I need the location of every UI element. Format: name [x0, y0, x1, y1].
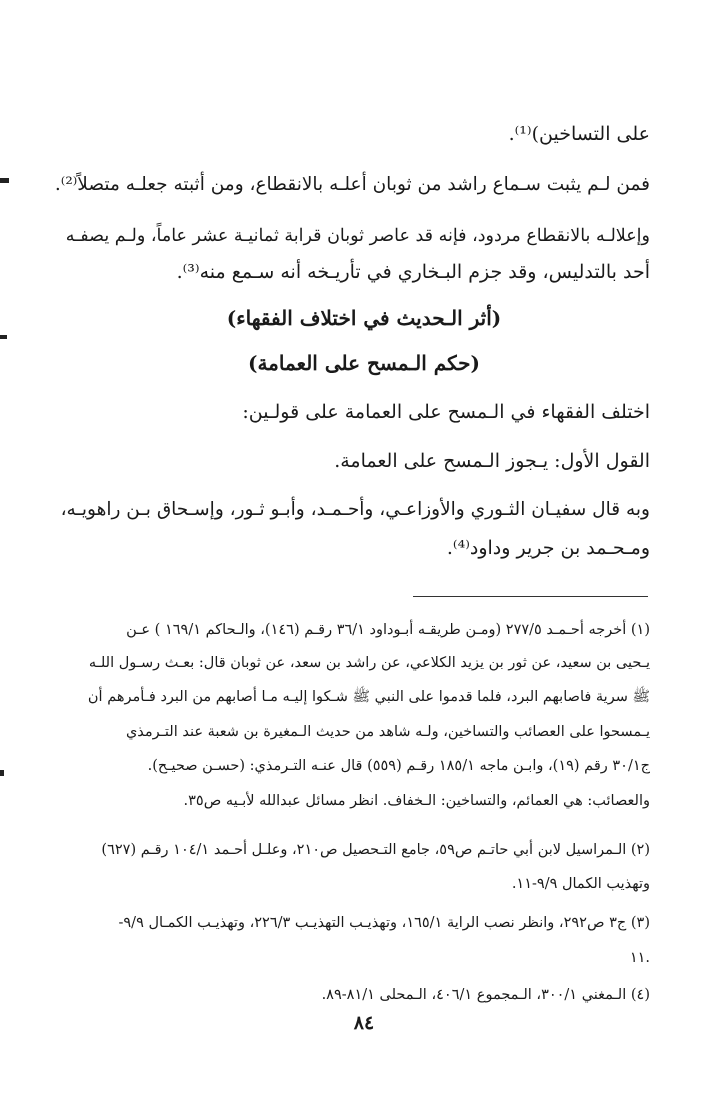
footnote-line: ج٣٠/١ رقم (١٩)، وابـن ماجه ١٨٥/١ رقـم (٥٥٩) قال عنـه التـرمذي: (حسـن صحيـح). — [147, 758, 650, 774]
footnote-line: يـحيى بن سعيد، عن ثور بن يزيد الكلاعي، عن راشد بن سعد، عن ثوبان قال: بعـث رسـول اللـه — [88, 655, 650, 671]
page-number: ٨٤ — [353, 1012, 375, 1034]
body-line: ومـحـمد بن جرير وداود⁽⁴⁾. — [446, 537, 650, 559]
footnote-line: وتهذيب الكمال ٩/٩-١١. — [511, 876, 650, 892]
footnote-line: (٢) الـمراسيل لابن أبي حاتـم ص٥٩، جامع التـحصيل ص٢١٠، وعلـل أحـمد ١٠٤/١ رقـم (٦٢٧) — [101, 842, 650, 858]
body-line: فمن لـم يثبت سـماع راشد من ثوبان أعلـه بالانقطاع، ومن أثبته جعلـه متصلاً⁽²⁾. — [54, 174, 650, 195]
body-line: القول الأول: يـجوز الـمسح على العمامة. — [334, 450, 650, 472]
section-heading: (أثر الـحديث في اختلاف الفقهاء) — [226, 306, 502, 330]
footnote-separator — [413, 596, 648, 597]
scan-mark — [0, 178, 9, 183]
footnote-line: (٣) ج٣ ص٢٩٢، وانظر نصب الراية ١٦٥/١، وتهذيـب التهذيـب ٢٢٦/٣، وتهذيـب الكمـال ٩/٩- — [118, 915, 650, 931]
body-line: اختلف الفقهاء في الـمسح على العمامة على قولـين: — [242, 401, 650, 423]
body-line: وإعلالـه بالانقطاع مردود، فإنه قد عاصر ثوبان قرابة ثمانيـة عشر عاماً، ولـم يصفـه — [65, 226, 650, 246]
footnote-line: (١) أخرجه أحـمـد ٢٧٧/٥ (ومـن طريقـه أبـوداود ٣٦/١ رقـم (١٤٦)، والـحاكم ١٦٩/١ ) عـن — [126, 622, 650, 638]
body-line: أحد بالتدليس، وقد جزم البـخاري في تأريـخه أنه سـمع منه⁽³⁾. — [176, 261, 650, 283]
footnote-line: .١١ — [629, 950, 650, 966]
footnote-line: يـمسحوا على العصائب والتساخين، ولـه شاهد من حديث الـمغيرة بن شعبة عند التـرمذي — [125, 724, 650, 740]
body-line: وبه قال سفيـان الثـوري والأوزاعـي، وأحـمـد، وأبـو ثـور، وإسـحاق بـن راهويـه، — [60, 499, 650, 520]
scan-mark — [0, 335, 7, 339]
body-line: على التساخين)⁽¹⁾. — [508, 123, 650, 145]
footnote-line: (٤) الـمغني ٣٠٠/١، الـمجموع ٤٠٦/١، الـمحلى ٨١/١-٨٩. — [321, 987, 650, 1003]
scan-mark — [0, 770, 4, 776]
footnote-line: ﷺ سرية فاصابهم البرد، فلما قدموا على النبي ﷺ شـكوا إليـه مـا أصابهم من البرد فـأمرهم أن — [87, 689, 650, 705]
footnote-line: والعصائب: هي العمائم، والتساخين: الـخفاف. انظر مسائل عبدالله لأبـيه ص٣٥. — [183, 793, 650, 809]
section-heading: (حكم الـمسح على العمامة) — [248, 351, 480, 375]
